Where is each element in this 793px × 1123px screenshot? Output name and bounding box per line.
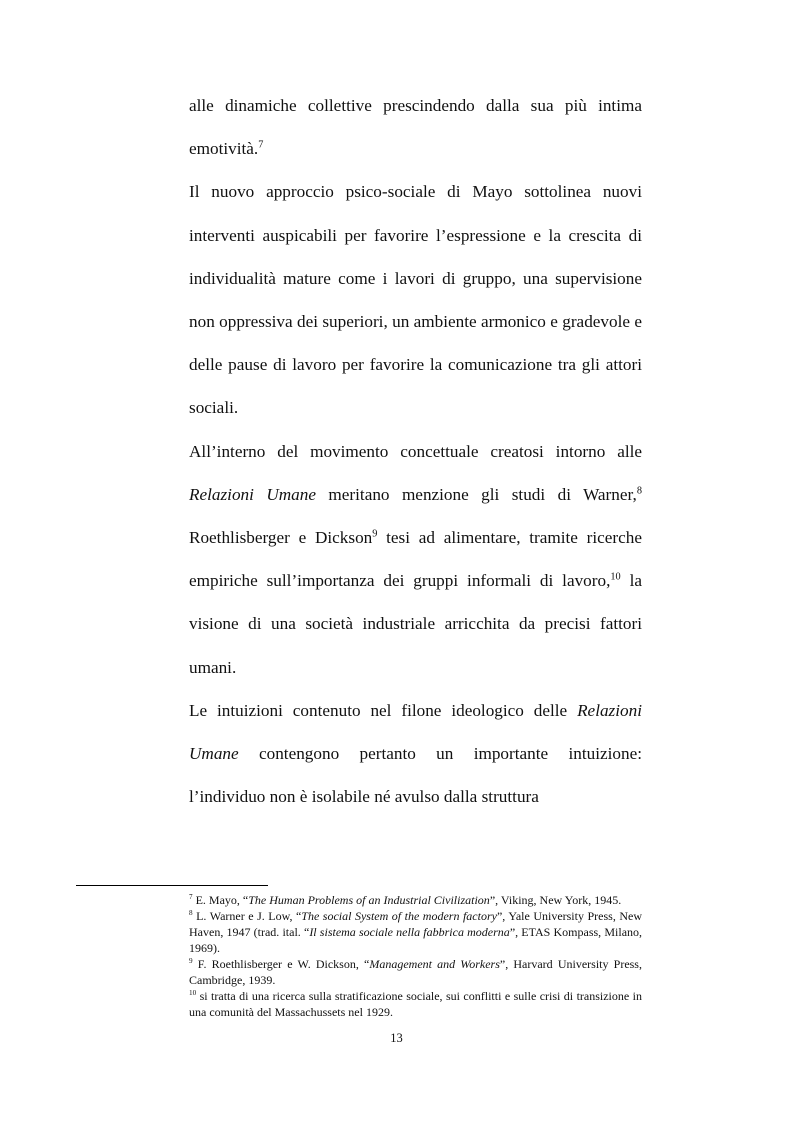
- text-run: si tratta di una ricerca sulla stratificazione sociale, sui conflitti e sulle crisi di transizione in una comunità del Massachussets nel 1929.: [189, 989, 642, 1019]
- footnote-ref: 7: [258, 139, 264, 151]
- text-run: F. Roethlisberger e W. Dickson, “: [192, 957, 370, 971]
- paragraph: [189, 689, 642, 819]
- page-number: 13: [390, 1031, 403, 1045]
- text-run: alle dinamiche collettive prescindendo dalla sua più intima emotività.: [189, 96, 642, 159]
- paragraph: [189, 84, 642, 170]
- footnote-ref: 8: [636, 485, 642, 497]
- body-text: [189, 84, 642, 818]
- text-run: tesi ad alimentare, tramite ricerche empiriche sull’importanza dei gruppi informali di lavoro,: [189, 528, 643, 591]
- text-run: ”, Harvard University Press, Cambridge, 1939.: [189, 957, 642, 987]
- text-run: Il nuovo approccio psico-sociale di Mayo sottolinea nuovi interventi auspicabili per favorire l’espressione e la crescita di individualità mature come i lavori di gruppo, una supervisione non oppressiva dei superiori, un ambiente armonico e gradevole e delle pause di lavoro per favorire la comunicazione tra gli attori sociali.: [189, 182, 642, 418]
- italic-text: The social System of the modern factory: [301, 909, 497, 923]
- footnote-ref: 7: [189, 893, 193, 901]
- footnote: [189, 892, 642, 908]
- text-run: meritano menzione gli studi di Warner,: [316, 484, 637, 504]
- footnote: [189, 988, 642, 1020]
- footnote-separator: [76, 885, 268, 886]
- text-run: E. Mayo, “: [192, 893, 249, 907]
- text-run: ”, Viking, New York, 1945.: [489, 893, 622, 907]
- footnote: [189, 956, 642, 988]
- text-run: contengono pertanto un importante intuizione: l’individuo non è isolabile né avulso dalla struttura: [189, 744, 642, 807]
- footnotes: [189, 892, 642, 1020]
- text-run: ”, ETAS Kompass, Milano, 1969).: [189, 925, 643, 955]
- text-run: Le intuizioni contenuto nel filone ideologico delle: [189, 700, 578, 720]
- paragraph: [189, 170, 642, 429]
- footnote: [189, 908, 642, 956]
- text-run: L. Warner e J. Low, “: [192, 909, 302, 923]
- italic-text: Management and Workers: [369, 957, 500, 971]
- paragraph: [189, 430, 642, 689]
- footnote-ref: 10: [189, 989, 197, 997]
- italic-text: The Human Problems of an Industrial Civilization: [248, 893, 490, 907]
- footnote-ref: 10: [610, 571, 621, 583]
- italic-text: Relazioni Umane: [189, 484, 316, 504]
- footnote-ref: 9: [189, 957, 193, 965]
- footnote-ref: 9: [372, 528, 378, 540]
- text-run: Roethlisberger e Dickson: [189, 528, 373, 548]
- footnote-ref: 8: [189, 909, 193, 917]
- italic-text: Relazioni Umane: [189, 700, 642, 764]
- italic-text: Il sistema sociale nella fabbrica moderna: [309, 925, 510, 939]
- text-run: la visione di una società industriale arricchita da precisi fattori umani.: [189, 571, 642, 677]
- text-run: All’interno del movimento concettuale creatosi intorno alle: [189, 441, 642, 461]
- text-run: ”, Yale University Press, New Haven, 1947 (trad. ital. “: [189, 909, 642, 939]
